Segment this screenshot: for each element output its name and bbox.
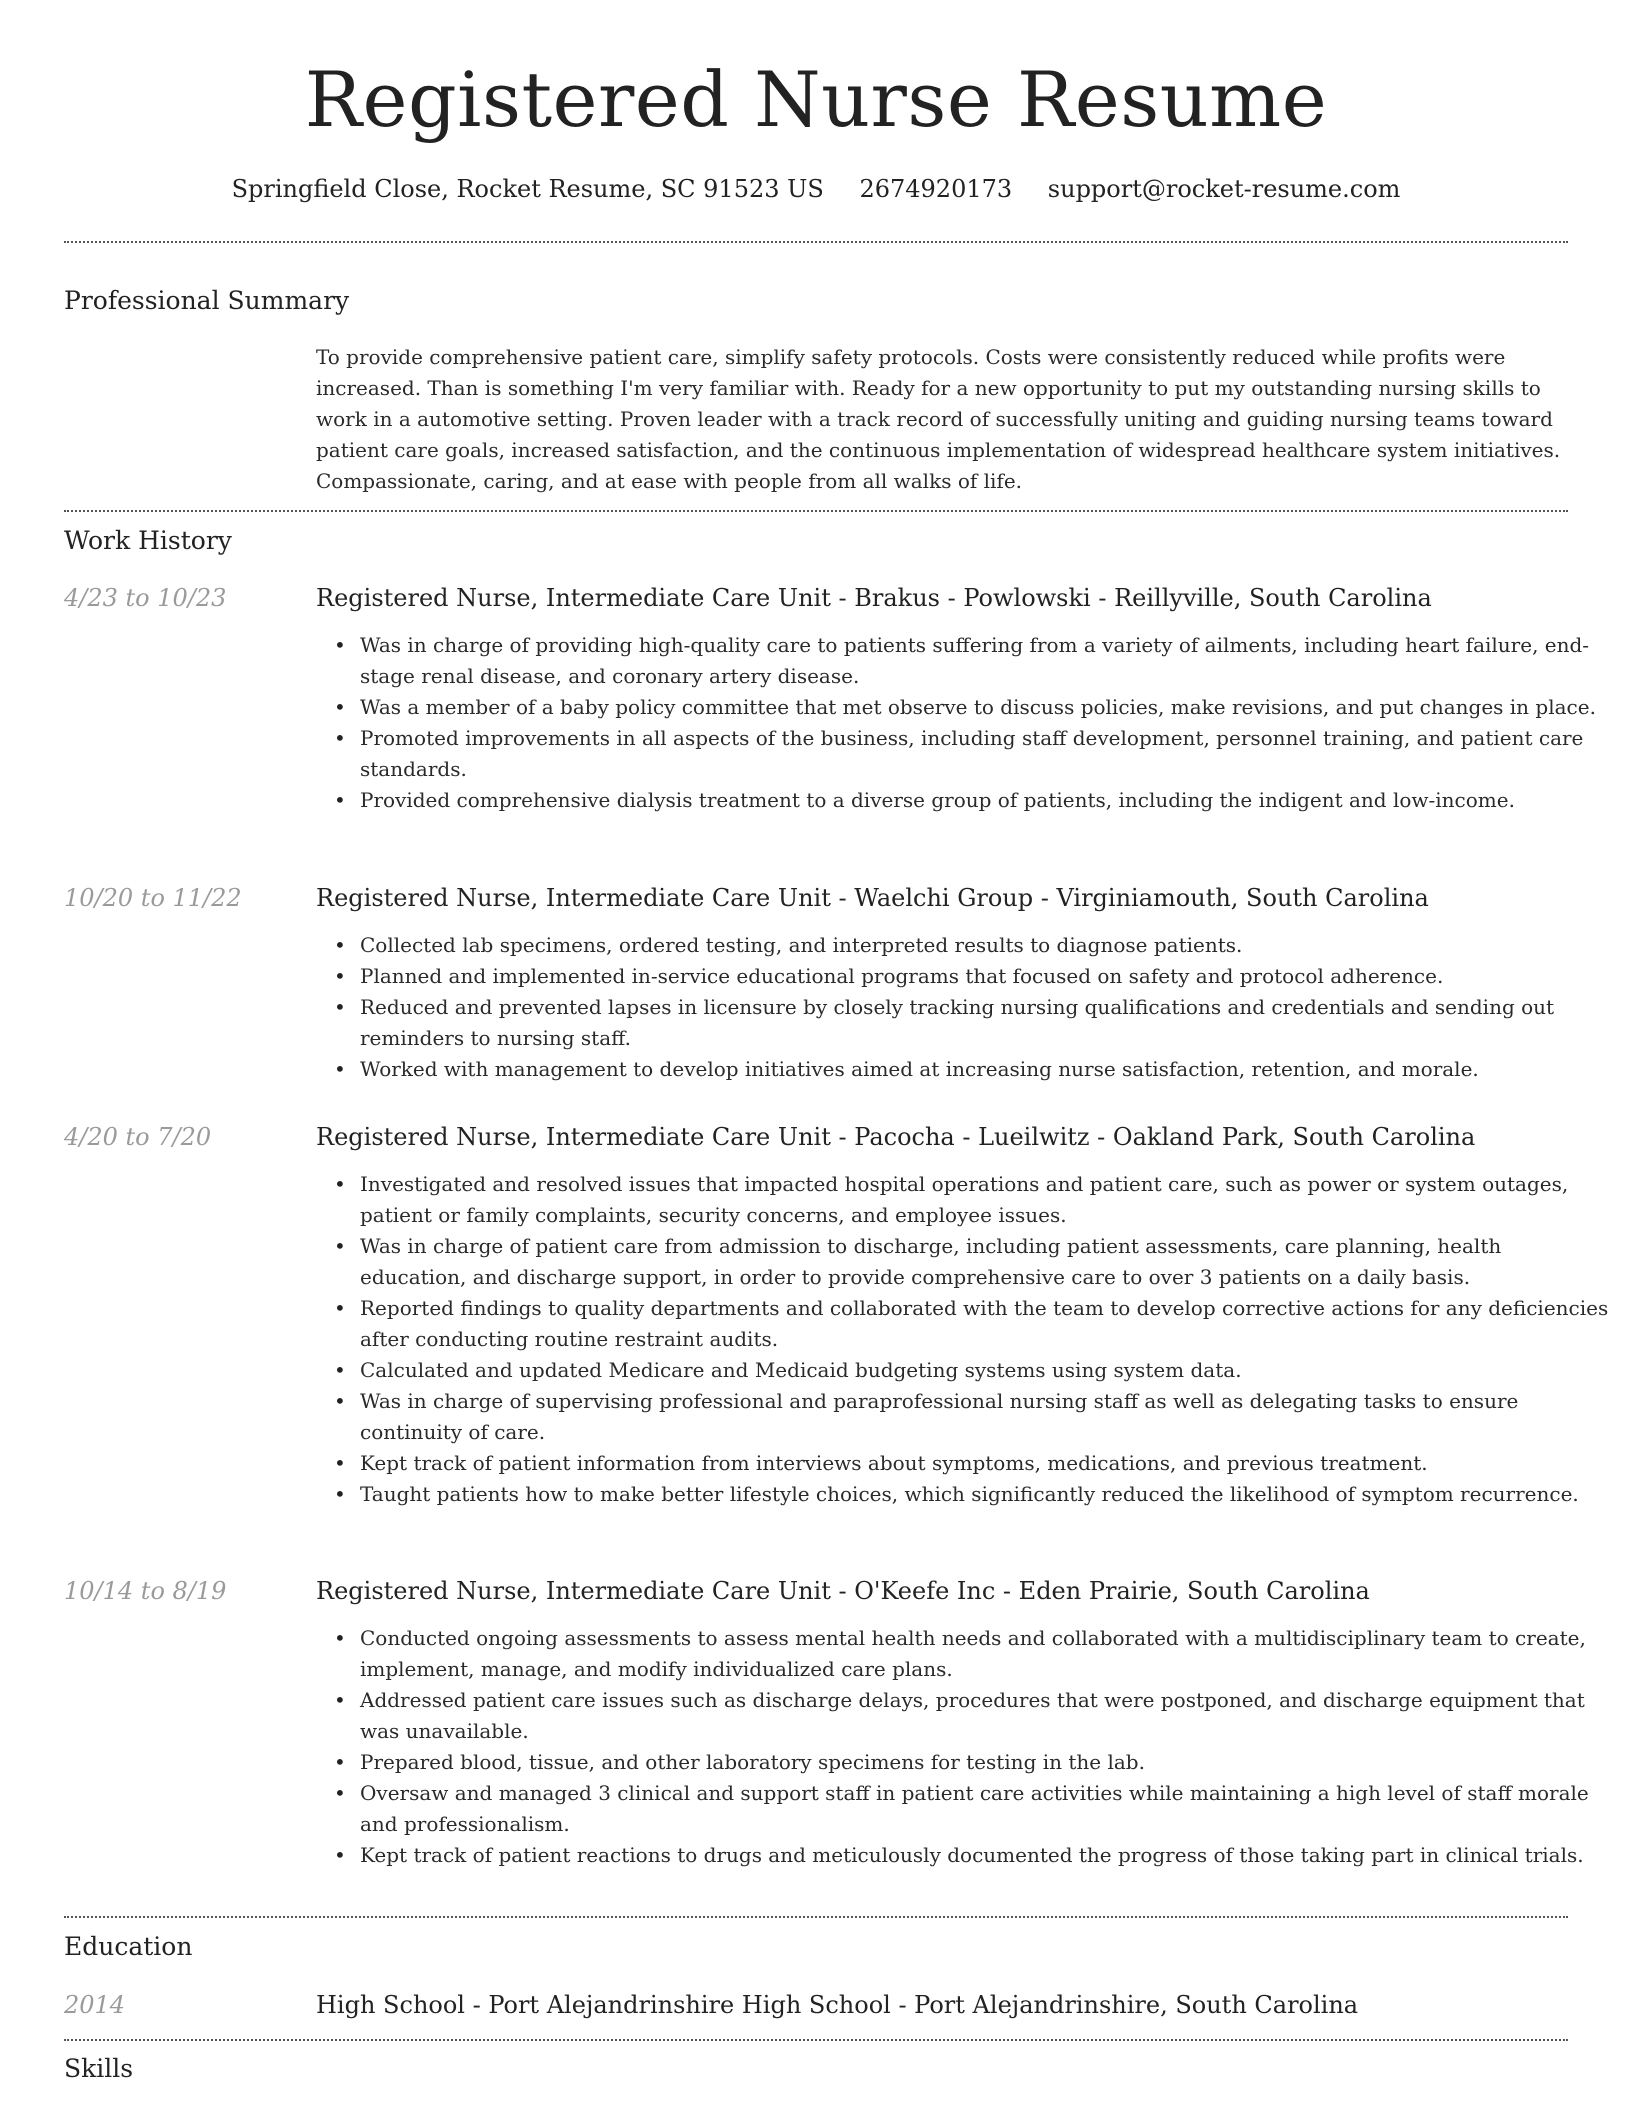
job-bullet: • Investigated and resolved issues that impacted hospital operations and patient care, such as power or system outages, patient or family complaints, security concerns, and employee issues. bbox=[360, 1169, 1612, 1231]
divider bbox=[64, 2039, 1568, 2041]
job-dates: 10/20 to 11/22 bbox=[64, 884, 242, 912]
job-bullet: • Prepared blood, tissue, and other laboratory specimens for testing in the lab. bbox=[360, 1747, 1612, 1778]
divider bbox=[64, 241, 1568, 243]
summary-text: To provide comprehensive patient care, simplify safety protocols. Costs were consistently reduced while profits were increased. Than is something I'm very familiar with. Ready for a new opportunity to put my outstanding nursing skills to work in a automotive setting. Proven leader with a track record of successfully uniting and guiding nursing teams toward patient care goals, increased satisfaction, and the continuous implementation of widespread healthcare system initiatives. Compassionate, caring, and at ease with people from all walks of life. bbox=[316, 345, 1561, 493]
job-title: Registered Nurse, Intermediate Care Unit - Pacocha - Lueilwitz - Oakland Park, South Carolina bbox=[316, 1123, 1476, 1151]
divider bbox=[64, 1916, 1568, 1918]
job-bullet: • Promoted improvements in all aspects of the business, including staff development, personnel training, and patient care standards. bbox=[360, 723, 1612, 785]
education-heading: Education bbox=[64, 1932, 193, 1961]
job-bullet: • Was a member of a baby policy committee that met observe to discuss policies, make revisions, and put changes in place. bbox=[360, 692, 1612, 723]
contact-line bbox=[0, 172, 1632, 206]
job-bullet: • Taught patients how to make better lifestyle choices, which significantly reduced the likelihood of symptom recurrence. bbox=[360, 1479, 1612, 1510]
job-bullet: • Kept track of patient information from interviews about symptoms, medications, and previous treatment. bbox=[360, 1448, 1612, 1479]
job-bullet: • Collected lab specimens, ordered testing, and interpreted results to diagnose patients. bbox=[360, 930, 1612, 961]
job-bullet: • Was in charge of supervising professional and paraprofessional nursing staff as well as delegating tasks to ensure continuity of care. bbox=[360, 1386, 1612, 1448]
job-bullet: • Planned and implemented in-service educational programs that focused on safety and protocol adherence. bbox=[360, 961, 1612, 992]
job-bullet: • Kept track of patient reactions to drugs and meticulously documented the progress of those taking part in clinical trials. bbox=[360, 1840, 1612, 1871]
job-dates: 4/23 to 10/23 bbox=[64, 584, 227, 612]
contact-address: Springfield Close, Rocket Resume, SC 91523 US bbox=[231, 175, 824, 203]
job-bullet: • Conducted ongoing assessments to assess mental health needs and collaborated with a multidisciplinary team to create, implement, manage, and modify individualized care plans. bbox=[360, 1623, 1612, 1685]
education-dates: 2014 bbox=[64, 1991, 126, 2019]
resume-title: Registered Nurse Resume bbox=[304, 55, 1328, 144]
job-title: Registered Nurse, Intermediate Care Unit - Brakus - Powlowski - Reillyville, South Carolina bbox=[316, 584, 1432, 612]
job-bullet: • Worked with management to develop initiatives aimed at increasing nurse satisfaction, retention, and morale. bbox=[360, 1054, 1612, 1085]
contact-email: support@rocket-resume.com bbox=[1047, 175, 1401, 203]
contact-phone: 2674920173 bbox=[859, 175, 1013, 203]
summary-heading: Professional Summary bbox=[64, 286, 350, 315]
job-bullet: • Calculated and updated Medicare and Medicaid budgeting systems using system data. bbox=[360, 1355, 1612, 1386]
education-title: High School - Port Alejandrinshire High School - Port Alejandrinshire, South Carolina bbox=[316, 1991, 1359, 2019]
job-bullet: • Addressed patient care issues such as discharge delays, procedures that were postponed, and discharge equipment that was unavailable. bbox=[360, 1685, 1612, 1747]
skills-heading: Skills bbox=[64, 2054, 134, 2083]
job-bullet: • Reported findings to quality departments and collaborated with the team to develop corrective actions for any deficiencies after conducting routine restraint audits. bbox=[360, 1293, 1612, 1355]
divider bbox=[64, 510, 1568, 512]
job-dates: 10/14 to 8/19 bbox=[64, 1577, 227, 1605]
work-history-heading: Work History bbox=[64, 526, 232, 555]
job-bullet: • Was in charge of providing high-quality care to patients suffering from a variety of ailments, including heart failure, end-stage renal disease, and coronary artery disease. bbox=[360, 630, 1612, 692]
job-bullets bbox=[316, 1169, 1612, 1510]
job-dates: 4/20 to 7/20 bbox=[64, 1123, 212, 1151]
job-bullet: • Provided comprehensive dialysis treatment to a diverse group of patients, including the indigent and low-income. bbox=[360, 785, 1612, 816]
job-bullets bbox=[316, 1623, 1612, 1871]
job-bullet: • Was in charge of patient care from admission to discharge, including patient assessments, care planning, health education, and discharge support, in order to provide comprehensive care to over 3 patients on a daily basis. bbox=[360, 1231, 1612, 1293]
job-title: Registered Nurse, Intermediate Care Unit - O'Keefe Inc - Eden Prairie, South Carolina bbox=[316, 1577, 1370, 1605]
job-bullet: • Reduced and prevented lapses in licensure by closely tracking nursing qualifications and credentials and sending out reminders to nursing staff. bbox=[360, 992, 1612, 1054]
job-bullets bbox=[316, 930, 1612, 1085]
job-bullet: • Oversaw and managed 3 clinical and support staff in patient care activities while maintaining a high level of staff morale and professionalism. bbox=[360, 1778, 1612, 1840]
job-bullets bbox=[316, 630, 1612, 816]
job-title: Registered Nurse, Intermediate Care Unit - Waelchi Group - Virginiamouth, South Carolina bbox=[316, 884, 1429, 912]
